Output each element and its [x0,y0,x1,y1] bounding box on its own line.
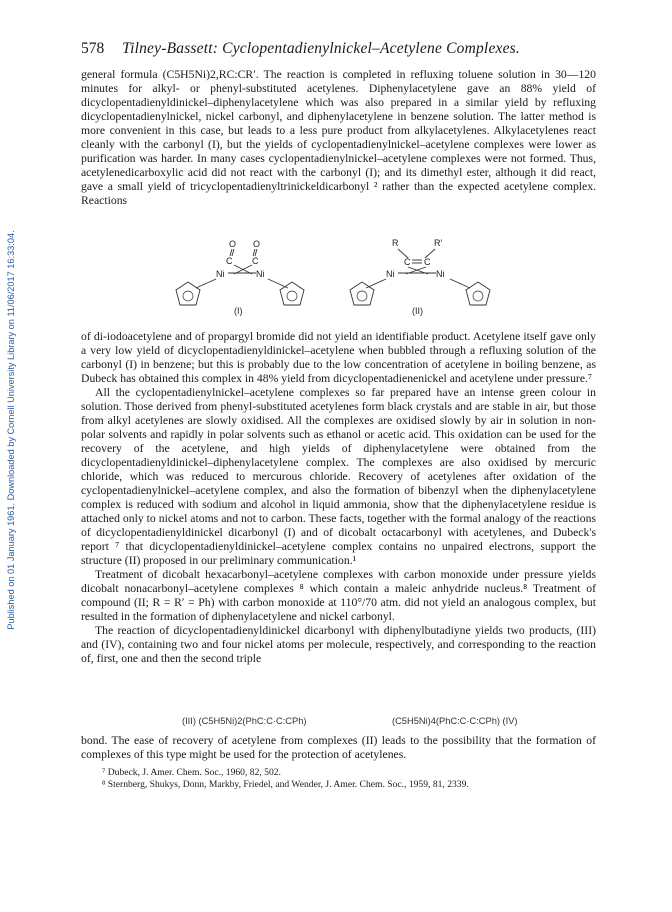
paragraph-2: of di-iodoacetylene and of propargyl bromide did not yield an identifiable product. Acetylene itself gave only a very low yield of dicyclopentadienyldinickel–acetylene when bubbled through a refluxing solution of the carbonyl (I) in benzene; but this is probably due to the low concentration of acetylene in boiling benzene, as Dubeck has obtained this complex in 48% yield from dicyclopentadienenickel and acetylene under pressure.⁷ [81,330,596,385]
text-block-bottom [81,734,596,762]
substituent-r: R [392,238,399,248]
page-number: 578 [81,40,105,57]
download-notice-text: Published on 01 January 1961. Downloaded by Cornell University Library on 11/06/2017 16:33:04. [6,230,16,630]
atom-c2-left: C [404,257,411,267]
running-title: Tilney-Bassett: Cyclopentadienylnickel–Acetylene Complexes. [122,40,520,57]
footnote-8: ⁸ Sternberg, Shukys, Donn, Markby, Friedel, and Wender, J. Amer. Chem. Soc., 1959, 81, 2339. [102,779,469,790]
structure-figures [160,232,550,322]
text-block-middle [81,330,596,666]
figure-label-i: (I) [234,306,243,316]
paragraph-3: All the cyclopentadienylnickel–acetylene complexes so far prepared have an intense green colour in solution. Those derived from phenyl-substituted acetylenes form black crystals and are stable in air, but those from alkyl acetylenes are slowly oxidised. All the complexes are oxidised slowly by air in solution in non-polar solvents and rapidly in polar solvents such as ethanol or acetic acid. This oxidation can be used for the recovery of the acetylene, and high yields of diphenylacetylene were obtained from the dicyclopentadienyldinickel–diphenylacetylene complex. The complexes are also oxidised by mercuric chloride, which was reduced to mercurous chloride. Recovery of acetylenes after oxidation of the cyclopentadienylnickel–acetylene complex, and also the formation of bibenzyl when the diphenylacetylene complex is reduced with sodium and alcohol in liquid ammonia, show that the diphenylacetylene residue is attached only to nickel atoms and not to carbon. These facts, together with the formal analogy of the reactions of dicyclopentadienyldinickel dicarbonyl (I) and of dicobalt octacarbonyl with acetylenes, and Dubeck's report ⁷ that dicyclopentadienyldinickel–acetylene complex contains no unpaired electrons, support the structure (II) proposed in our preliminary communication.¹ [81,386,596,567]
paragraph-5: The reaction of dicyclopentadienyldinickel dicarbonyl with diphenylbutadiyne yields two products, (III) and (IV), containing two and four nickel atoms per molecule, respectively, and corresponding to the reaction of, first, one and then the second triple [81,624,596,665]
atom-o-right: O [253,239,261,249]
atom-c-right: C [252,256,259,266]
paragraph-6: bond. The ease of recovery of acetylene from complexes (II) leads to the possibility that the formation of complexes of this type might be used for the protection of acetylenes. [81,734,596,761]
text-block-top [81,68,596,208]
atom-ni2-right: Ni [436,269,445,279]
formula-iv: (C5H5Ni)4(PhC:C·C:CPh) (IV) [392,716,518,726]
atom-c2-right: C [424,257,431,267]
atom-o-left: O [229,239,237,249]
atom-ni-left: Ni [216,269,225,279]
footnote-7: ⁷ Dubeck, J. Amer. Chem. Soc., 1960, 82, 502. [102,767,281,778]
paragraph-4: Treatment of dicobalt hexacarbonyl–acetylene complexes with carbon monoxide under pressure yields dicobalt nonacarbonyl–acetylene complexes ⁸ which contain a maleic anhydride nucleus.⁸ Treatment of compound (II; R = R′ = Ph) with carbon monoxide at 110°/70 atm. did not yield an analogous complex, but resulted in the formation of diphenylacetylene and nickel carbonyl. [81,568,596,623]
atom-ni-right: Ni [256,269,265,279]
atom-c-left: C [226,256,233,266]
formula-iii: (III) (C5H5Ni)2(PhC:C·C:CPh) [182,716,307,726]
download-notice [4,120,18,740]
paragraph-1: general formula (C5H5Ni)2,RC:CR′. The reaction is completed in refluxing toluene solution in 30—120 minutes for alkyl- or phenyl-substituted acetylenes. Diphenylacetylene gave an 88% yield of dicyclopentadienyldinickel–diphenylacetylene which was also prepared in a similar yield by refluxing dicyclopentadienylnickel, nickel carbonyl, and diphenylacetylene in benzene solution. The latter method is more convenient in this case, but leads to a less pure product from alkylacetylenes. Alkylacetylenes react cleanly with the carbonyl (I), but the yields of cyclopentadienylnickel–acetylene complexes were lower as purification was harder. In many cases cyclopentadienylnickel–acetylene complexes were not formed. Thus, acetylenedicarboxylic acid did not react with the carbonyl (I); and its dimethyl ester, although it did react, gave a small yield of tricyclopentadienyltrinickeldicarbonyl ² rather than the expected acetylene complex. Reactions [81,68,596,207]
figure-label-ii: (II) [412,306,423,316]
structure-drawing [160,232,550,322]
substituent-r-prime: R′ [434,238,443,248]
atom-ni2-left: Ni [386,269,395,279]
running-header [81,40,601,60]
